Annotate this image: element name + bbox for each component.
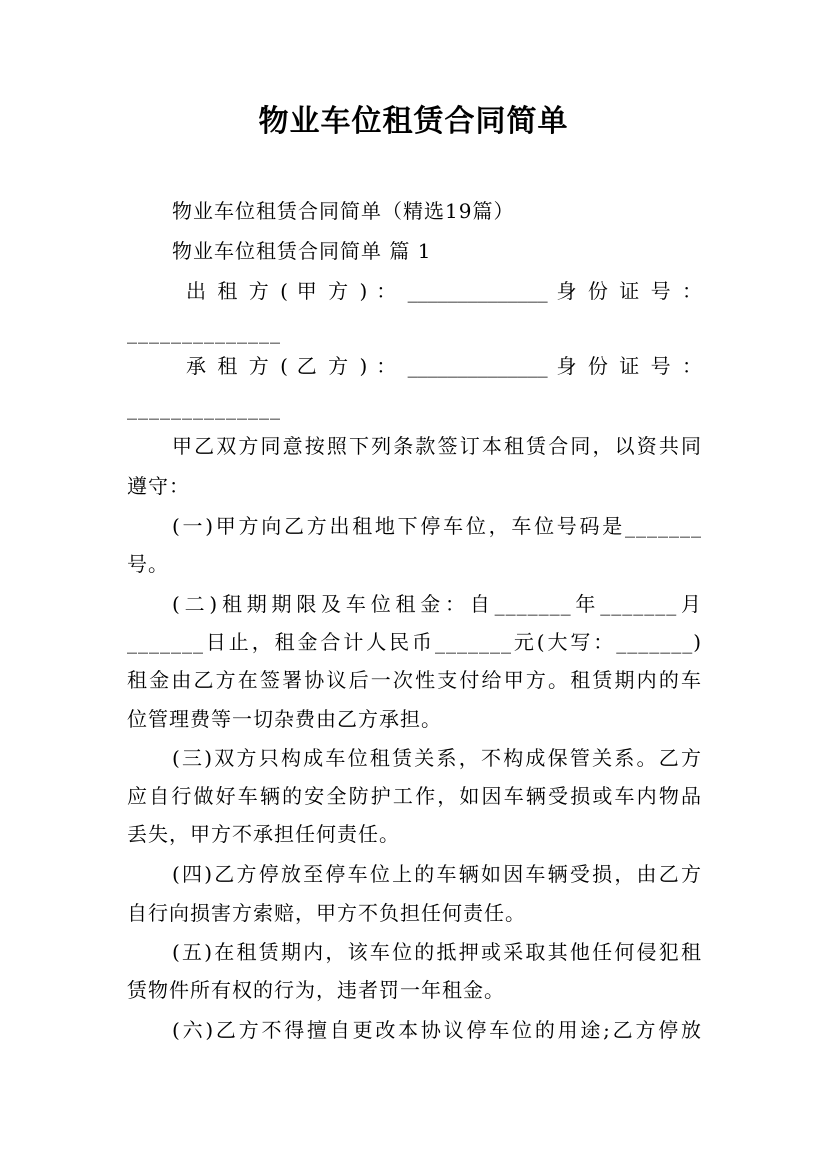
clause-4-line: (四)乙方停放至停车位上的车辆如因车辆受损，由乙方 xyxy=(172,862,702,886)
lessor-id-blank: ______________ xyxy=(127,320,281,344)
clause-3-line: 应自行做好车辆的安全防护工作，如因车辆受损或车内物品 xyxy=(127,784,702,808)
clause-2-line: (二)租期期限及车位租金：自_______年_______月 xyxy=(172,592,702,616)
clause-4-line: 自行向损害方索赔，甲方不负担任何责任。 xyxy=(127,901,526,925)
lessee-line: 承 租 方 ( 乙 方 ) ： ______________ 身 份 证 号 ： xyxy=(186,354,702,378)
clause-1-line: (一)甲方向乙方出租地下停车位，车位号码是_______ xyxy=(172,514,702,538)
clause-2-line: 位管理费等一切杂费由乙方承担。 xyxy=(127,707,442,731)
document-title: 物业车位租赁合同简单 xyxy=(258,104,569,139)
subtitle-line: 物业车位租赁合同简单（精选19篇） xyxy=(172,199,515,223)
clause-3-line: 丢失，甲方不承担任何责任。 xyxy=(127,822,400,846)
clause-1-line: 号。 xyxy=(127,552,169,576)
section-heading: 物业车位租赁合同简单 篇 1 xyxy=(172,239,432,263)
paragraph-line: 甲乙双方同意按照下列条款签订本租赁合同，以资共同 xyxy=(172,434,702,458)
lessor-line: 出 租 方 ( 甲 方 ) ： ______________ 身 份 证 号 ： xyxy=(186,279,702,303)
clause-5-line: (五)在租赁期内，该车位的抵押或采取其他任何侵犯租 xyxy=(172,940,702,964)
clause-2-line: _______日止，租金合计人民币_______元(大写：_______) xyxy=(127,630,702,654)
paragraph-line: 遵守： xyxy=(127,474,190,498)
clause-3-line: (三)双方只构成车位租赁关系，不构成保管关系。乙方 xyxy=(172,746,702,770)
clause-6-line: (六)乙方不得擅自更改本协议停车位的用途;乙方停放 xyxy=(172,1018,702,1042)
clause-2-line: 租金由乙方在签署协议后一次性支付给甲方。租赁期内的车 xyxy=(127,668,702,692)
lessee-id-blank: ______________ xyxy=(127,396,281,420)
clause-5-line: 赁物件所有权的行为，违者罚一年租金。 xyxy=(127,978,505,1002)
